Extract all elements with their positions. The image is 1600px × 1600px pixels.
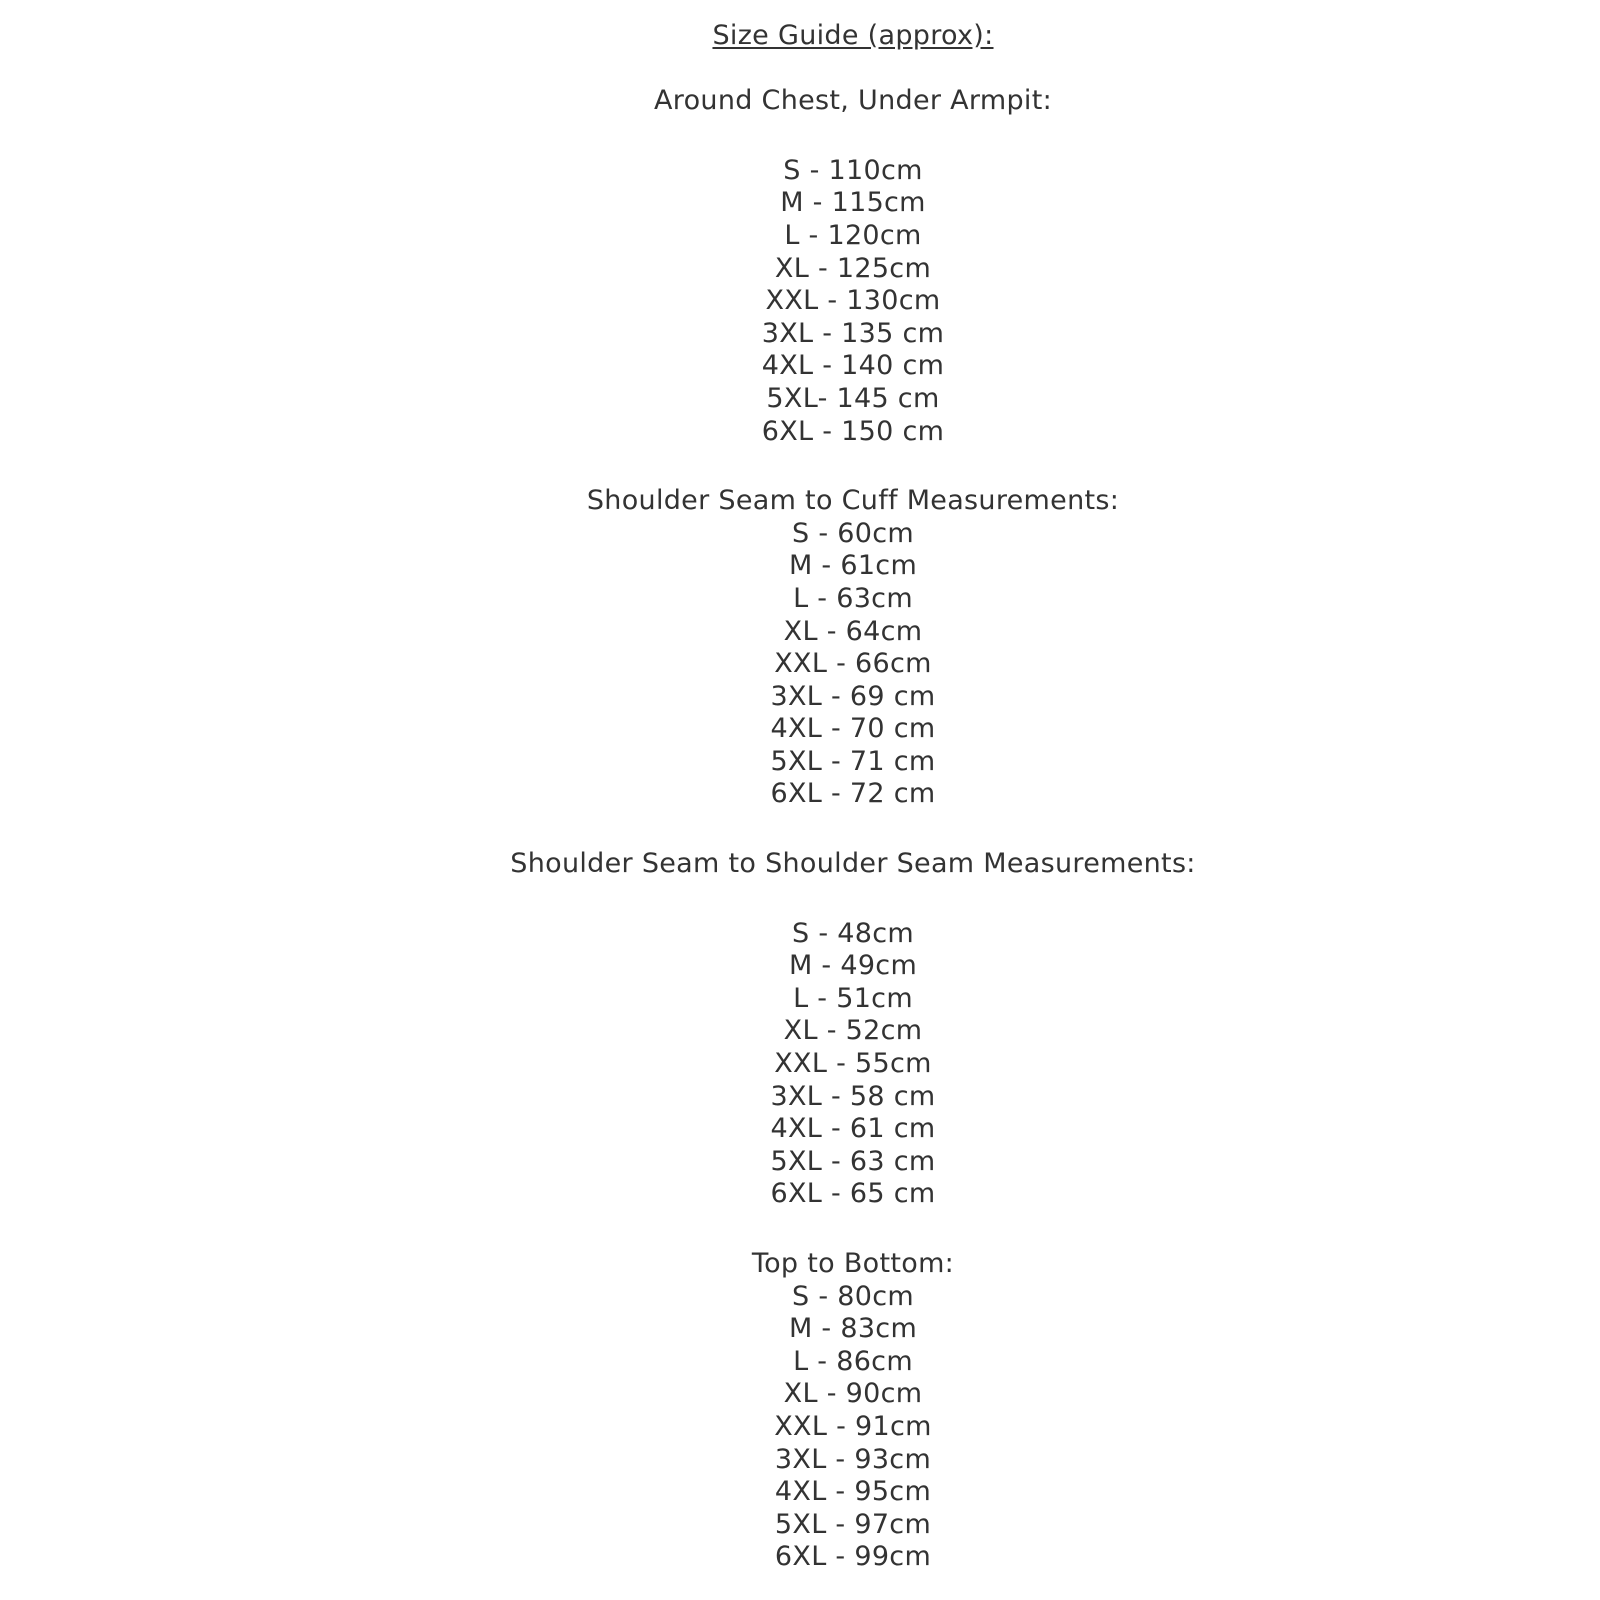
size-measurement-line: M - 115cm xyxy=(780,187,926,219)
size-measurement-line: 5XL - 71 cm xyxy=(770,745,936,777)
size-sections xyxy=(106,85,1600,1574)
size-measurement-line: L - 63cm xyxy=(793,582,913,614)
size-measurement-line: XL - 90cm xyxy=(783,1378,923,1410)
size-measurement-line: 6XL - 65 cm xyxy=(770,1178,936,1210)
blank-line xyxy=(106,811,1600,848)
size-measurement-line: XL - 64cm xyxy=(783,615,923,647)
blank-line xyxy=(106,53,1600,86)
blank-line xyxy=(106,448,1600,485)
section-heading: Shoulder Seam to Cuff Measurements: xyxy=(586,485,1120,517)
size-measurement-line: 6XL - 150 cm xyxy=(761,415,945,447)
section-heading: Around Chest, Under Armpit: xyxy=(654,85,1052,117)
size-measurement-line: 3XL - 69 cm xyxy=(770,680,936,712)
size-measurement-line: XXL - 66cm xyxy=(774,648,932,680)
size-measurement-line: L - 86cm xyxy=(793,1345,913,1377)
size-measurement-line: S - 48cm xyxy=(792,917,914,949)
section-heading: Shoulder Seam to Shoulder Seam Measurements: xyxy=(510,848,1196,880)
size-measurement-line: M - 61cm xyxy=(788,550,918,582)
size-measurement-line: 4XL - 95cm xyxy=(774,1476,932,1508)
page-title-line xyxy=(106,20,1600,53)
size-measurement-line: 4XL - 61 cm xyxy=(770,1113,936,1145)
size-measurement-line: 6XL - 99cm xyxy=(774,1541,932,1573)
size-measurement-line: 3XL - 135 cm xyxy=(761,317,945,349)
size-measurement-line: S - 110cm xyxy=(783,154,923,186)
size-measurement-line: 5XL - 97cm xyxy=(774,1508,932,1540)
size-measurement-line: XXL - 130cm xyxy=(765,285,941,317)
blank-line xyxy=(106,118,1600,155)
size-measurement-line: 3XL - 93cm xyxy=(774,1443,932,1475)
size-measurement-line: 4XL - 140 cm xyxy=(761,350,945,382)
page-title: Size Guide (approx): xyxy=(712,20,994,51)
size-measurement-line: 6XL - 72 cm xyxy=(770,778,936,810)
size-measurement-line: L - 51cm xyxy=(793,982,913,1014)
size-measurement-line: 5XL - 63 cm xyxy=(770,1145,936,1177)
size-measurement-line: 3XL - 58 cm xyxy=(770,1080,936,1112)
size-measurement-line: M - 49cm xyxy=(788,950,918,982)
size-measurement-line: M - 83cm xyxy=(788,1313,918,1345)
size-measurement-line: XXL - 55cm xyxy=(774,1048,932,1080)
size-measurement-line: 5XL- 145 cm xyxy=(766,382,940,414)
section-heading: Top to Bottom: xyxy=(751,1248,955,1279)
size-measurement-line: S - 80cm xyxy=(792,1280,914,1312)
size-measurement-line: XL - 52cm xyxy=(783,1015,923,1047)
blank-line xyxy=(106,881,1600,918)
size-measurement-line: XXL - 91cm xyxy=(774,1410,932,1442)
blank-line xyxy=(106,1211,1600,1248)
size-measurement-line: XL - 125cm xyxy=(774,252,932,284)
size-measurement-line: L - 120cm xyxy=(784,219,922,251)
size-measurement-line: 4XL - 70 cm xyxy=(770,713,936,745)
size-measurement-line: S - 60cm xyxy=(792,517,914,549)
